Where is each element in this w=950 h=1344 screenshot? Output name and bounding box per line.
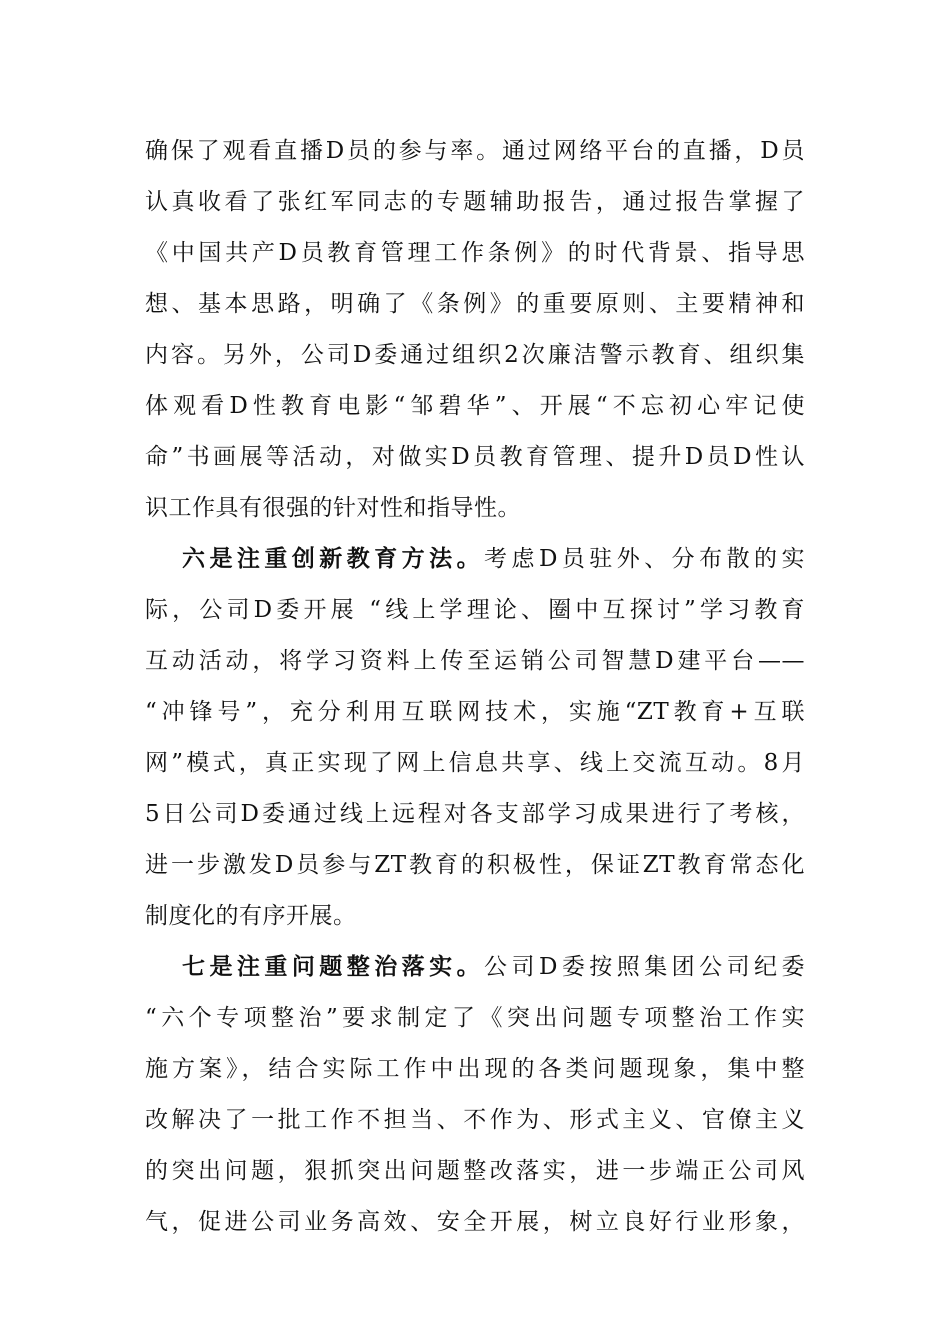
line-text: 施方案》，结合实际工作中出现的各类问题现象，集中整 <box>145 1056 805 1082</box>
line-text: 公司D委按照集团公司纪委 <box>484 954 805 980</box>
paragraph-line <box>145 694 805 730</box>
paragraph-line <box>145 133 805 169</box>
line-text: 制度化的有序开展。 <box>145 903 357 929</box>
line-text: 的突出问题，狠抓突出问题整改落实，进一步端正公司风 <box>145 1158 805 1184</box>
paragraph-line <box>145 1051 805 1087</box>
paragraph-line <box>145 796 805 832</box>
paragraph-line <box>145 337 805 373</box>
paragraph-line <box>182 541 805 577</box>
line-text: 内容。另外，公司D委通过组织2次廉洁警示教育、组织集 <box>145 342 805 368</box>
line-text: 网”模式，真正实现了网上信息共享、线上交流互动。8月 <box>145 750 805 776</box>
line-text: “冲锋号”，充分利用互联网技术，实施“ZT教育+互联 <box>145 699 805 725</box>
line-text: 命”书画展等活动，对做实D员教育管理、提升D员D性认 <box>145 444 805 470</box>
paragraph-line <box>182 949 805 985</box>
line-text: 识工作具有很强的针对性和指导性。 <box>145 495 521 521</box>
paragraph-line <box>145 439 805 475</box>
paragraph-line <box>145 898 805 934</box>
line-text: 进一步激发D员参与ZT教育的积极性，保证ZT教育常态化 <box>145 852 805 878</box>
paragraph-line <box>145 490 805 526</box>
paragraph-line <box>145 1204 805 1240</box>
paragraph-line <box>145 388 805 424</box>
line-text: 际，公司D委开展 “线上学理论、圈中互探讨”学习教育 <box>145 597 805 623</box>
paragraph-line <box>145 1000 805 1036</box>
section-heading-six: 六是注重创新教育方法。 <box>182 545 485 572</box>
line-text: 想、基本思路，明确了《条例》的重要原则、主要精神和 <box>145 291 805 317</box>
paragraph-line <box>145 286 805 322</box>
line-text: 体观看D性教育电影“邹碧华”、开展“不忘初心牢记使 <box>145 393 805 419</box>
line-text: 改解决了一批工作不担当、不作为、形式主义、官僚主义 <box>145 1107 805 1133</box>
paragraph-line <box>145 847 805 883</box>
line-text: 气，促进公司业务高效、安全开展，树立良好行业形象， <box>145 1209 805 1235</box>
paragraph-line <box>145 745 805 781</box>
line-text: 5日公司D委通过线上远程对各支部学习成果进行了考核， <box>145 801 805 827</box>
paragraph-line <box>145 1102 805 1138</box>
line-text: 确保了观看直播D员的参与率。通过网络平台的直播，D员 <box>145 138 805 164</box>
paragraph-line <box>145 643 805 679</box>
paragraph-line <box>145 235 805 271</box>
line-text: 《中国共产D员教育管理工作条例》的时代背景、指导思 <box>145 240 805 266</box>
section-heading-seven: 七是注重问题整治落实。 <box>182 953 485 980</box>
line-text: 互动活动，将学习资料上传至运销公司智慧D建平台—— <box>145 648 805 674</box>
paragraph-line <box>145 184 805 220</box>
paragraph-line <box>145 592 805 628</box>
line-text: “六个专项整治”要求制定了《突出问题专项整治工作实 <box>145 1005 805 1031</box>
paragraph-line <box>145 1153 805 1189</box>
line-text: 考虑D员驻外、分布散的实 <box>484 546 805 572</box>
line-text: 认真收看了张红军同志的专题辅助报告，通过报告掌握了 <box>145 189 805 215</box>
